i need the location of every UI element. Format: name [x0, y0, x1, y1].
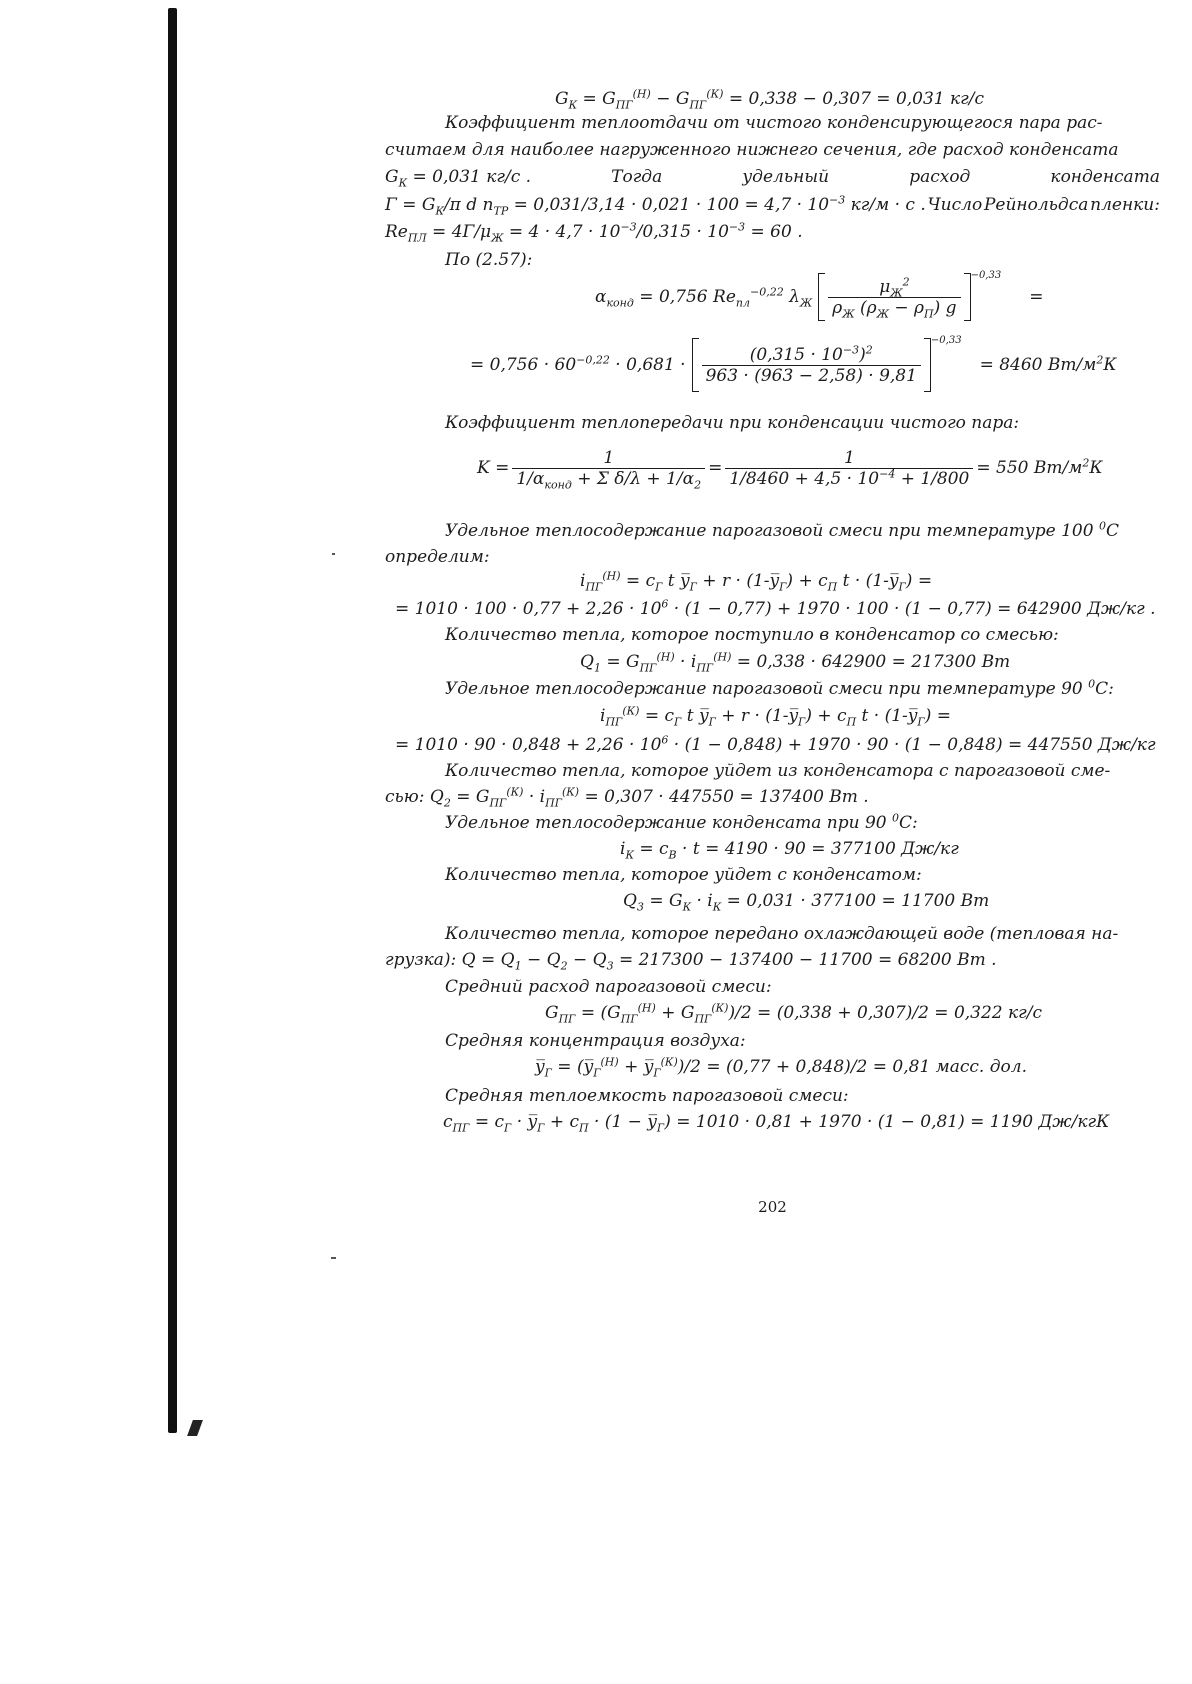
bracket-right: [924, 338, 931, 392]
scan-speck: [332, 553, 335, 555]
paragraph-line: Коэффициент теплоотдачи от чистого конденсирующегося пара рас-: [445, 113, 1103, 133]
formula-mean-air-concentration: $y̅_Г$ = ($y̅_Г^{(Н)}$ + $y̅_Г^{(К)})/2 = (0,77 + 0,848)/2 = 0,81$ масс. дол.: [535, 1055, 1027, 1080]
paragraph-line: Средняя теплоемкость парогазовой смеси:: [445, 1086, 849, 1106]
paragraph-line: грузка): $Q = Q_1 - Q_2 - Q_3 = 217300 - 137400 - 11700 = 68200$ Вт .: [385, 950, 997, 973]
formula-part: = $0,756 \cdot 60^{-0,22} \cdot 0,681$ ·: [470, 353, 686, 375]
word: Рейнольдса: [983, 195, 1089, 215]
formula-heat-transfer-k: [385, 435, 1160, 501]
paragraph-line: Количество тепла, которое передано охлаждающей воде (тепловая на-: [445, 924, 1119, 944]
page-number: 202: [758, 1198, 787, 1216]
formula-enthalpy-inlet: $i_{ПГ}^{(Н)} = c_Г$ t $y̅_Г + r$ · $(1-y̅_Г) + c_П$ $t \cdot (1-y̅_Г)$ =: [580, 569, 933, 594]
word: расход: [909, 167, 971, 187]
paragraph-line: Средний расход парогазовой смеси:: [445, 977, 772, 997]
formula-enthalpy-outlet: $i_{ПГ}^{(К)} = c_Г$ t $y̅_Г + r$ · $(1-y̅_Г) + c_П$ $t \cdot (1-y̅_Г)$ =: [600, 704, 951, 729]
scan-binding-tail: [187, 1420, 203, 1436]
paragraph-line-justified: [385, 166, 1160, 188]
fraction-denominator: $\rho_Ж$ $(\rho_Ж - \rho_П)$ g: [832, 297, 957, 320]
paragraph-line: определим:: [385, 547, 490, 567]
fraction: [828, 274, 960, 320]
exponent: −0,33: [970, 270, 1002, 281]
formula-result: = 8460 $Вт/м^2К$: [979, 353, 1117, 375]
formula-condensate-enthalpy: $i_К = c_В \cdot t = 4190 \cdot 90 = 377100$ Дж/кг: [620, 839, 959, 862]
formula-mean-heat-capacity: $c_{ПГ} = c_Г$ · $y̅_Г + c_П \cdot (1$ − $y̅_Г) = 1010 \cdot 0,81 + 1970 \cdot (1 - 0,81) = 1190$ Дж/кгК: [443, 1112, 1110, 1135]
paragraph-line: считаем для наиболее нагруженного нижнего сечения, где расход конденсата: [385, 140, 1119, 160]
formula-alpha-numeric: [385, 333, 1160, 397]
fraction-denominator: $1/\alpha_{конд} + \Sigma$ $\delta/\lambda + 1/\alpha_2$: [516, 468, 702, 491]
formula-heat-q1: $Q_1 = G_{ПГ}^{(Н)} \cdot i_{ПГ}^{(Н)} = 0,338 \cdot 642900 = 217300$ Вт: [580, 650, 1011, 675]
paragraph-line: Удельное теплосодержание парогазовой смеси при температуре 100 $^0$С: [445, 519, 1119, 541]
word: конденсата: [1050, 167, 1160, 187]
bracket-left: [818, 273, 825, 321]
fraction-denominator: 963 · (963 − 2,58) · 9,81: [705, 365, 917, 386]
word: пленки:: [1090, 195, 1160, 215]
scan-binding-shadow: [168, 8, 177, 1433]
exponent: −0,33: [930, 335, 962, 346]
word: Число: [927, 195, 983, 215]
word: удельный: [742, 167, 830, 187]
fraction-denominator: $1/8460 + 4,5 \cdot 10^{-4} + 1/800$: [729, 466, 970, 489]
paragraph-line: Удельное теплосодержание конденсата при 90 $^0$С:: [445, 811, 918, 833]
fraction: [702, 342, 921, 386]
fraction: [512, 448, 705, 489]
scan-speck: [331, 1257, 336, 1259]
paragraph-line: Количество тепла, которое уйдет из конденсатора с парогазовой сме-: [445, 761, 1111, 781]
formula-alpha-condensation: [385, 268, 1160, 326]
paragraph-line-justified: [385, 194, 1160, 216]
bracket-right: [964, 273, 971, 321]
fraction-numerator: $(0,315 \cdot 10^{-3})^2$: [702, 345, 921, 366]
bracket-left: [692, 338, 699, 392]
word: $\Gamma = G_К/\pi$ d $n_{ТР} = 0,031/3,14 \cdot 0,021 \cdot 100 = 4,7 \cdot 10^{-3}$ кг/м · с .: [385, 193, 926, 218]
formula-condensate-flow: $G_К = G_{ПГ}^{(Н)} - G_{ПГ}^{(К)} = 0,338 - 0,307 = 0,031$ кг/с: [555, 87, 985, 112]
fraction-numerator: $\mu_Ж^2$: [828, 277, 960, 298]
paragraph-line: Коэффициент теплопередачи при конденсации чистого пара:: [445, 413, 1020, 433]
formula-mean-flow: $G_{ПГ} = (G_{ПГ}^{(Н)} + G_{ПГ}^{(К)})/2 = (0,338 + 0,307)/2 = 0,322$ кг/с: [545, 1001, 1043, 1026]
fraction-numerator: 1: [725, 448, 973, 469]
formula-enthalpy-outlet-value: = $1010 \cdot 90 \cdot 0,848 + 2,26 \cdot 10^6 \cdot (1 - 0,848) + 1970 \cdot 90 \cdot (1 - 0,848) = 447550$ Дж/кг: [395, 733, 1156, 755]
fraction-numerator: 1: [512, 448, 705, 469]
word: Тогда: [611, 167, 663, 187]
paragraph-line: По (2.57):: [445, 250, 533, 270]
fraction: [725, 448, 973, 489]
formula-part: K =: [477, 458, 510, 478]
formula-part: $\alpha_{конд} = 0,756$ $Re_{пл}^{-0,22}$ $\lambda_Ж$: [595, 285, 813, 310]
paragraph-line: Количество тепла, которое поступило в конденсатор со смесью:: [445, 625, 1059, 645]
paragraph-line: Средняя концентрация воздуха:: [445, 1031, 746, 1051]
formula-enthalpy-inlet-value: = $1010 \cdot 100 \cdot 0,77 + 2,26 \cdot 10^6 \cdot (1 - 0,77) + 1970 \cdot 100 \cdot (1 - 0,77) = 642900$ Дж/кг .: [395, 597, 1156, 619]
equals-sign: =: [708, 458, 723, 478]
paragraph-line: Количество тепла, которое уйдет с конденсатом:: [445, 865, 922, 885]
paragraph-line: Удельное теплосодержание парогазовой смеси при температуре 90 $^0$С:: [445, 677, 1114, 699]
equals-sign: =: [1029, 287, 1044, 307]
paragraph-line: сью: $Q_2 = G_{ПГ}^{(К)} \cdot i_{ПГ}^{(К)} = 0,307 \cdot 447550 = 137400$ Вт .: [385, 785, 869, 810]
paragraph-line: $Re_{ПЛ} = 4\Gamma/\mu_Ж = 4 \cdot 4,7 \cdot 10^{-3}/0,315 \cdot 10^{-3} = 60$ .: [385, 220, 803, 245]
word: $G_К = 0,031$ кг/с .: [385, 167, 532, 190]
formula-result: = 550 $Вт/м^2К$: [976, 456, 1103, 478]
formula-heat-q3: $Q_3 = G_К \cdot i_К = 0,031 \cdot 377100 = 11700$ Вт: [623, 891, 990, 914]
